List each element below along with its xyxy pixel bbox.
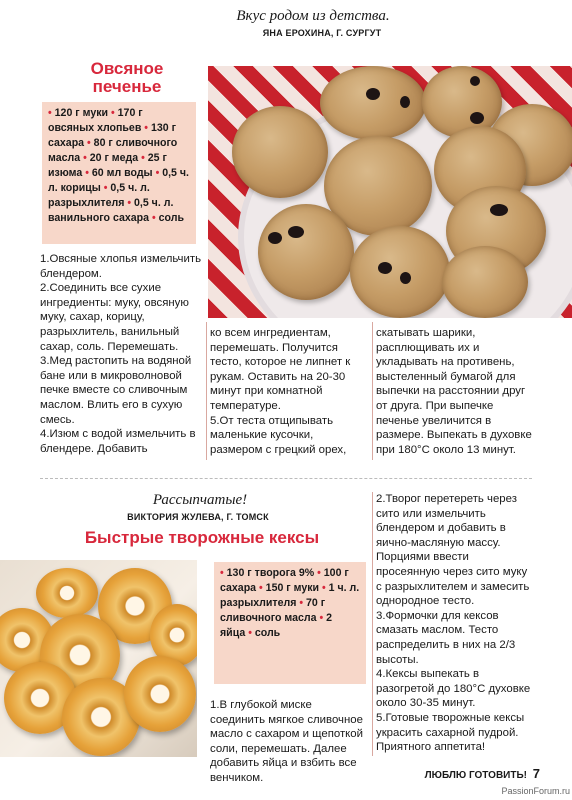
step-paragraph: скатывать шарики, расплющивать их и укладывать на противень, выстеленный бумагой для выпечки на расстоянии друг от друга. При выпечке печенье увеличится в размере. Выпекать в духовке при 180°С около 13 минут.: [376, 327, 532, 456]
recipe2-author: ВИКТОРИЯ ЖУЛЕВА, Г. ТОМСК: [127, 512, 269, 522]
ingredient-item: 170 г овсяных хлопьев: [48, 107, 143, 134]
ingredient-item: 0,5 ч. л. ванильного сахара: [48, 197, 174, 224]
step-paragraph: 3.Мед растопить на водяной бане или в микроволновой печке вместе со сливочным маслом. Влить его в сухую смесь.: [40, 355, 192, 426]
bullet-dot: •: [299, 597, 307, 609]
recipe1-title-line2: печенье: [92, 77, 162, 96]
step-paragraph: 5.От теста отщипывать маленькие кусочки, размером с грецкий орех,: [210, 414, 347, 456]
recipe1-steps-col1: [40, 252, 202, 456]
ingredient-item: соль: [254, 627, 281, 639]
step-paragraph: 1.В глубокой миске соединить мягкое сливочное масло с сахаром и щепоткой соли, перемешать. Далее добавить яйца и взбить все венчиком.: [210, 699, 363, 784]
recipe1-steps-col3: [376, 326, 532, 457]
ingredient-item: 0,5 ч. л. разрыхлителя: [48, 182, 150, 209]
step-paragraph: 4.Изюм с водой измельчить в блендере. Добавить: [40, 428, 196, 455]
page-number: 7: [532, 766, 540, 781]
footer: [390, 766, 540, 781]
step-paragraph: 2.Творог перетереть через сито или измельчить блендером и добавить в яично-масляную массу. Порциями ввести просеянную через сито муку с разрыхлителем и замесить однородное тесто.: [376, 493, 530, 608]
ingredient-item: 0,5 ч. л. корицы: [48, 167, 189, 194]
bullet-dot: •: [317, 567, 324, 579]
ingredient-item: 150 г муки: [265, 582, 320, 594]
ingredient-item: 25 г изюма: [48, 152, 167, 179]
bullet-dot: •: [85, 167, 92, 179]
bullet-dot: •: [127, 197, 135, 209]
recipe1-author: ЯНА ЕРОХИНА, Г. СУРГУТ: [262, 28, 382, 38]
recipe1-title: [62, 60, 192, 96]
bullet-dot: •: [144, 122, 151, 134]
ingredient-item: 20 г меда: [89, 152, 139, 164]
recipe1-title-line1: Овсяное: [90, 59, 164, 78]
step-paragraph: 3.Формочки для кексов смазать маслом. Тесто распределить в них на 2/3 высоты.: [376, 609, 516, 666]
recipe2-tagline: Рассыпчатые!: [152, 492, 248, 508]
step-paragraph: ко всем ингредиентам, перемешать. Получится тесто, которое не липнет к рукам. Оставить на 20-30 минут при комнатной температуре.: [210, 327, 351, 412]
bullet-dot: •: [319, 612, 327, 624]
bullet-dot: •: [87, 137, 94, 149]
step-paragraph: 1.Овсяные хлопья измельчить блендером.: [40, 253, 202, 280]
ingredient-item: 130 г творога 9%: [226, 567, 315, 579]
step-paragraph: 2.Соединить все сухие ингредиенты: муку, овсяную муку, сахар, корицу, разрыхлитель, ванильный сахар, соль. Перемешать.: [40, 282, 189, 353]
recipe2-title: Быстрые творожные кексы: [84, 528, 320, 547]
recipe1-tagline: Вкус родом из детства.: [236, 8, 390, 24]
cookies-photo: [208, 66, 572, 318]
bullet-dot: •: [152, 212, 159, 224]
bullet-dot: •: [155, 167, 163, 179]
step-paragraph: 5.Готовые творожные кексы украсить сахарной пудрой. Приятного аппетита!: [376, 711, 525, 754]
watermark: PassionForum.ru: [501, 786, 570, 796]
ingredient-item: 2 яйца: [220, 612, 333, 639]
recipe2-steps-col1: [210, 698, 370, 786]
ingredient-item: 130 г сахара: [48, 122, 176, 149]
bullet-dot: •: [248, 627, 255, 639]
ingredient-item: 60 мл воды: [91, 167, 153, 179]
bullet-dot: •: [259, 582, 266, 594]
bullet-dot: •: [48, 107, 55, 119]
ingredient-item: 70 г сливочного масла: [220, 597, 326, 624]
bullet-dot: •: [322, 582, 329, 594]
bullet-dot: •: [141, 152, 148, 164]
ingredient-item: 100 г сахара: [220, 567, 349, 594]
bullet-dot: •: [103, 182, 111, 194]
recipe1-steps-col2: [210, 326, 368, 457]
ingredient-item: 120 г муки: [54, 107, 109, 119]
bullet-dot: •: [220, 567, 227, 579]
magazine-name: ЛЮБЛЮ ГОТОВИТЬ!: [424, 770, 527, 781]
ingredient-item: 1 ч. л. разрыхлителя: [220, 582, 360, 609]
ingredient-item: 80 г сливочного масла: [48, 137, 178, 164]
recipe2-ingredients: [214, 562, 366, 684]
cupcakes-photo: [0, 560, 197, 757]
ingredient-item: соль: [158, 212, 184, 224]
bullet-dot: •: [111, 107, 118, 119]
recipe2-steps-col2: [376, 492, 534, 755]
bullet-dot: •: [83, 152, 90, 164]
step-paragraph: 4.Кексы выпекать в разогретой до 180°С духовке около 30-35 минут.: [376, 668, 531, 710]
recipe1-ingredients: [42, 102, 196, 244]
